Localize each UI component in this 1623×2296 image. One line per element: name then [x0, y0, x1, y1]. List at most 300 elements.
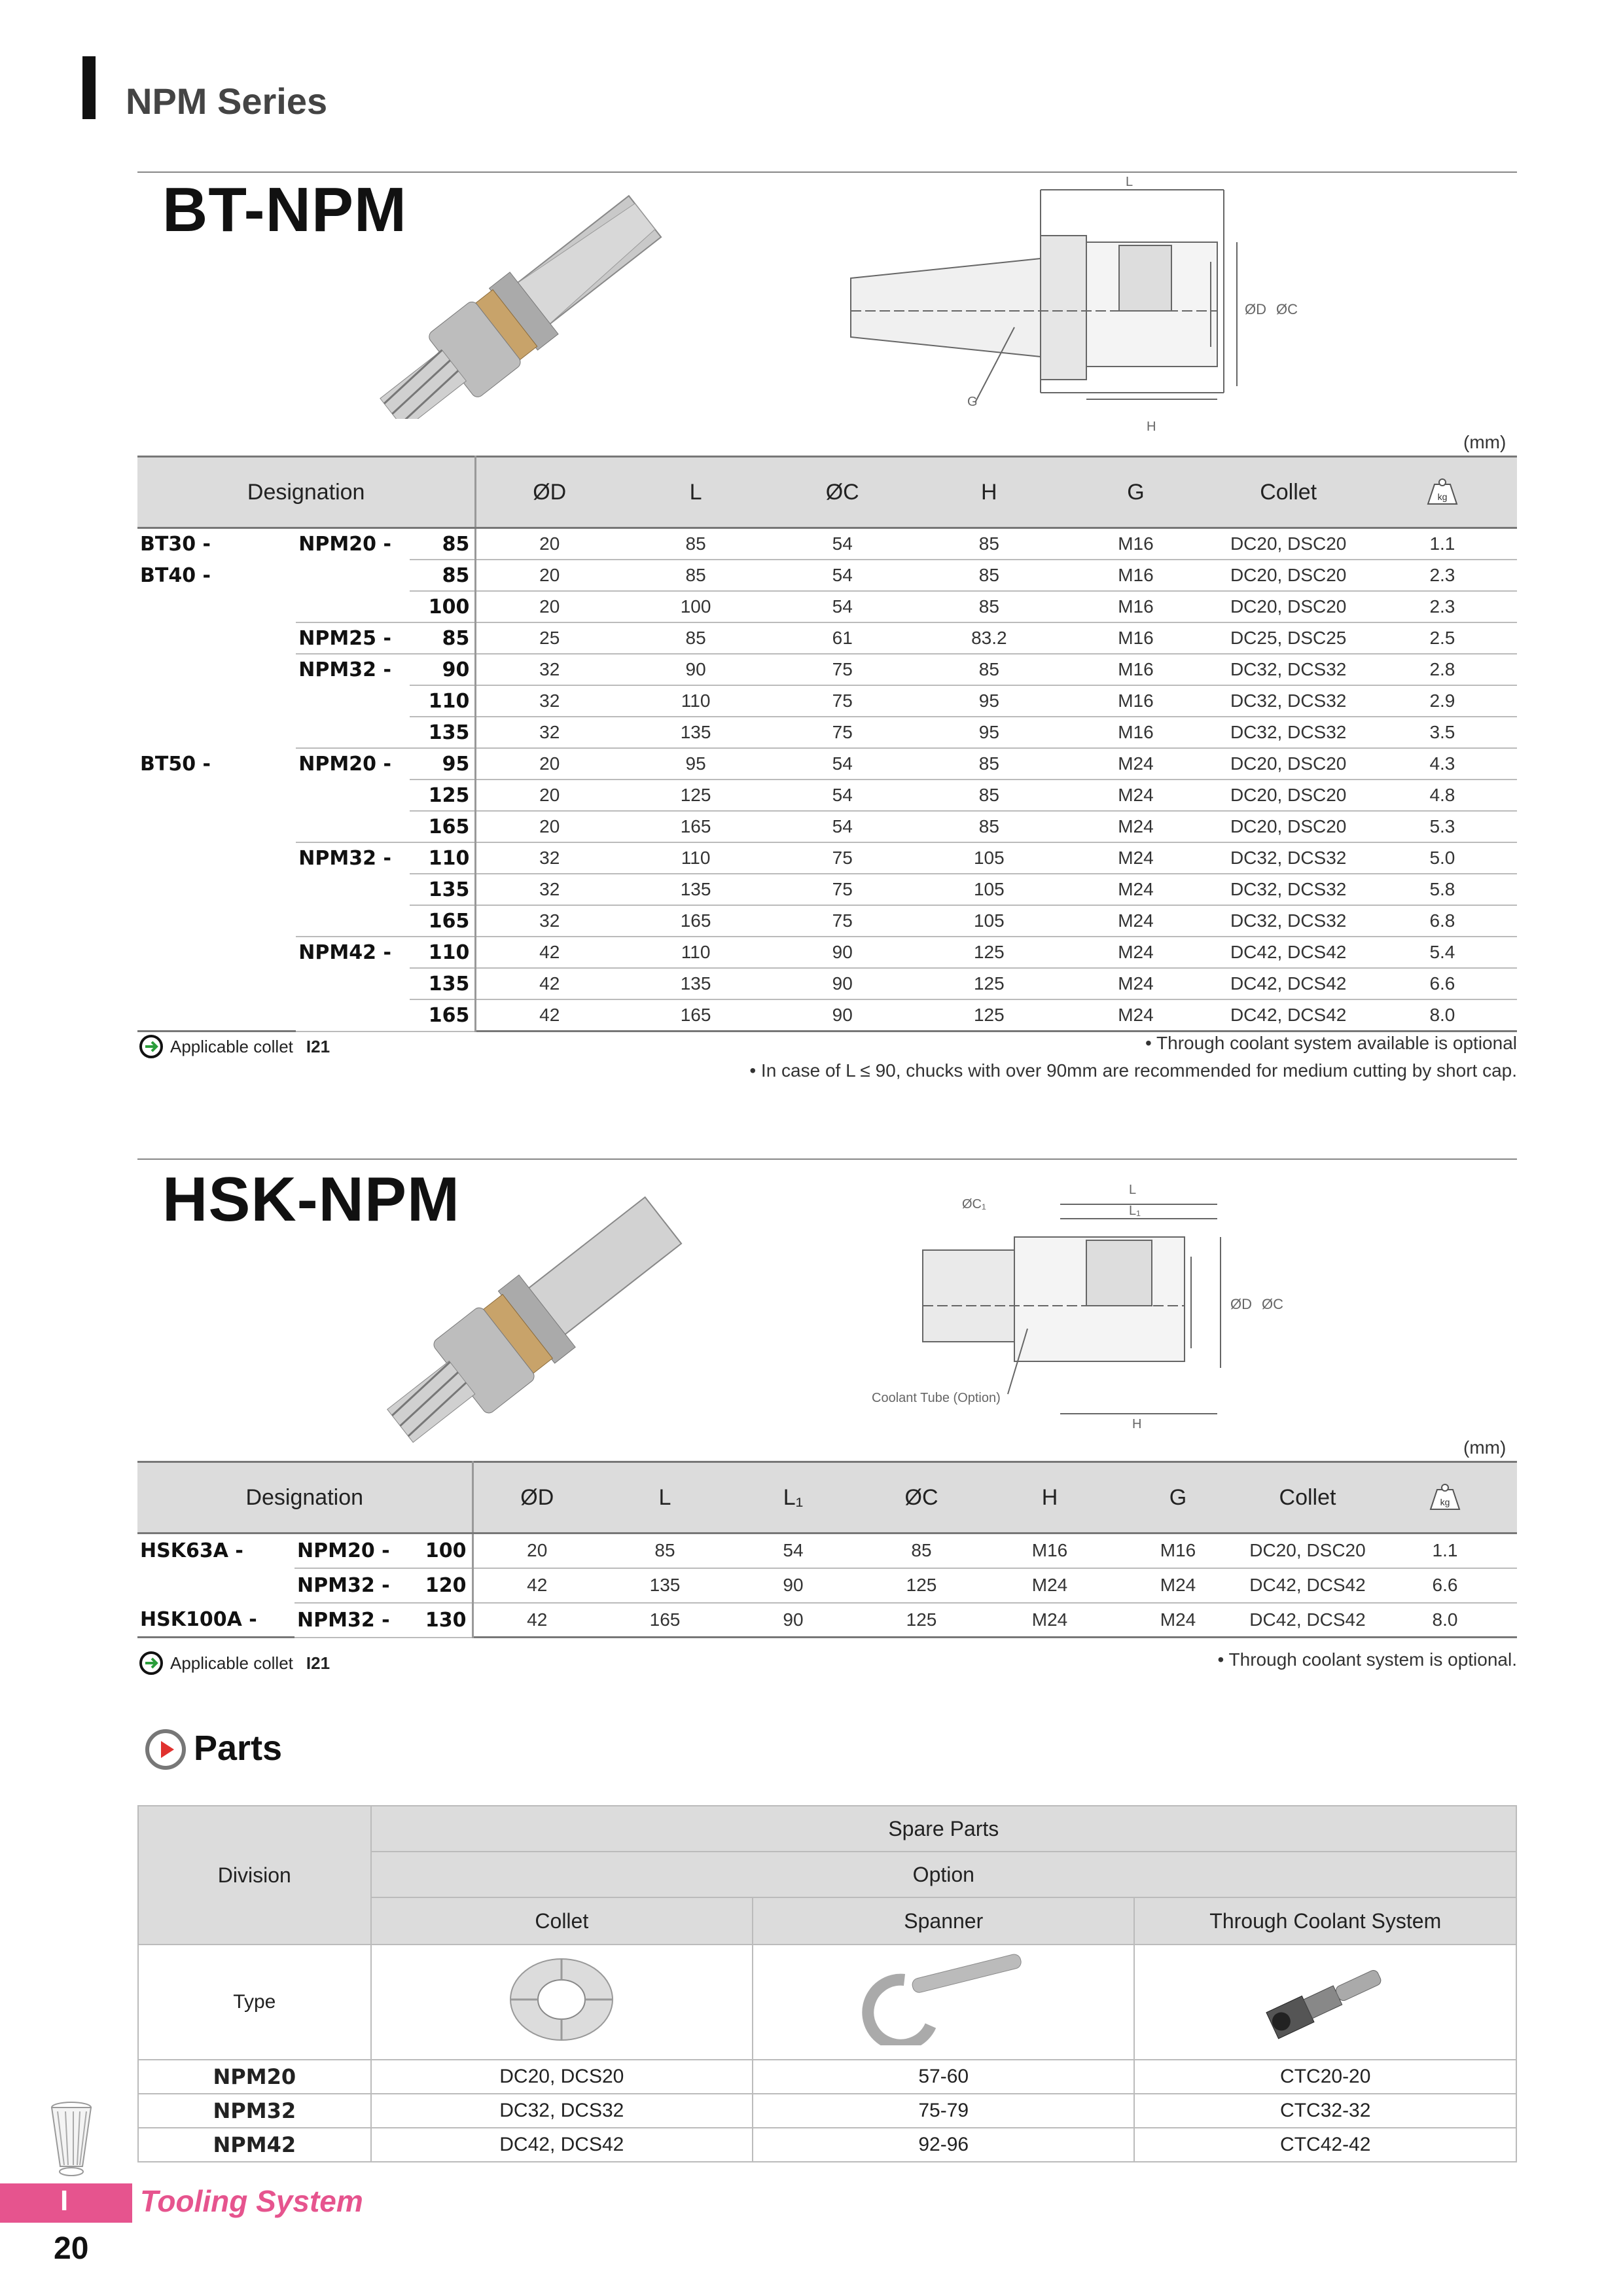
parts-coolant-cell: CTC32-32	[1134, 2094, 1516, 2128]
value-cell: 105	[916, 874, 1062, 905]
value-cell: 85	[916, 528, 1062, 560]
value-cell: 125	[916, 937, 1062, 968]
value-cell: DC25, DSC25	[1209, 622, 1368, 654]
applicable-label: Applicable collet	[170, 1036, 293, 1056]
length-code-cell: 135	[410, 968, 476, 999]
parts-collet-header: Collet	[371, 1897, 753, 1945]
length-code-cell: 110	[410, 937, 476, 968]
value-cell: 75	[769, 842, 916, 874]
value-cell: 85	[916, 780, 1062, 811]
value-cell: M24	[1062, 968, 1209, 999]
value-cell: 75	[769, 654, 916, 685]
value-cell: 85	[916, 560, 1062, 591]
value-cell: M16	[1114, 1534, 1242, 1568]
value-cell: DC42, DCS42	[1242, 1603, 1373, 1638]
hsk-header-row	[137, 1462, 1517, 1534]
value-cell: M16	[1062, 622, 1209, 654]
value-cell: 90	[622, 654, 769, 685]
value-cell: 32	[476, 874, 622, 905]
holder-cell: BT50 -	[140, 752, 211, 776]
value-cell: 54	[769, 748, 916, 780]
hsk-unit: (mm)	[1463, 1437, 1507, 1458]
value-cell: 54	[769, 560, 916, 591]
holder-cell	[137, 654, 296, 685]
value-cell: 125	[857, 1603, 986, 1638]
value-cell: 61	[769, 622, 916, 654]
value-cell: 5.8	[1368, 874, 1517, 905]
table-row	[137, 654, 1517, 685]
series-cell	[296, 685, 410, 717]
value-cell: 2.3	[1368, 560, 1517, 591]
series-cell: NPM32 -	[298, 658, 391, 681]
parts-row	[138, 2094, 1516, 2128]
parts-name-cell: NPM20	[138, 2060, 371, 2094]
bt-dim-h: H	[1147, 420, 1156, 434]
value-cell: 32	[476, 685, 622, 717]
holder-cell	[137, 591, 296, 622]
value-cell: 20	[476, 748, 622, 780]
value-cell: 85	[857, 1534, 986, 1568]
col-designation: Designation	[137, 1462, 473, 1534]
bt-section-title: BT-NPM	[162, 175, 407, 245]
value-cell: DC32, DCS32	[1209, 685, 1368, 717]
value-cell: 6.8	[1368, 905, 1517, 937]
value-cell: 2.8	[1368, 654, 1517, 685]
value-cell: 2.5	[1368, 622, 1517, 654]
hsk-dim-oc1: ØC₁	[962, 1197, 986, 1211]
value-cell: 5.3	[1368, 811, 1517, 842]
arrow-circle-icon	[139, 1651, 164, 1676]
value-cell: 20	[476, 780, 622, 811]
table-row	[137, 1568, 1517, 1603]
value-cell: 42	[473, 1568, 601, 1603]
value-cell: 165	[622, 811, 769, 842]
parts-collet-cell: DC20, DCS20	[371, 2060, 753, 2094]
value-cell: M24	[1062, 780, 1209, 811]
svg-text:kg: kg	[1440, 1497, 1450, 1507]
table-row	[137, 1534, 1517, 1568]
value-cell: 25	[476, 622, 622, 654]
parts-option-header: Option	[371, 1852, 1516, 1897]
value-cell: DC42, DCS42	[1209, 968, 1368, 999]
length-code-cell: 165	[410, 811, 476, 842]
value-cell: 135	[622, 717, 769, 748]
value-cell: 105	[916, 842, 1062, 874]
header-bar	[82, 56, 96, 119]
value-cell: 110	[622, 685, 769, 717]
spanner-image	[859, 1954, 1029, 2045]
hsk-note-1: • Through coolant system is optional.	[1217, 1649, 1517, 1670]
value-cell: 8.0	[1373, 1603, 1517, 1638]
length-code-cell: 120	[407, 1568, 473, 1603]
value-cell: 4.3	[1368, 748, 1517, 780]
series-cell: NPM20 -	[298, 753, 391, 776]
series-cell: NPM32 -	[294, 1568, 407, 1603]
parts-coolant-header: Through Coolant System	[1134, 1897, 1516, 1945]
value-cell: 5.4	[1368, 937, 1517, 968]
value-cell: M24	[1062, 748, 1209, 780]
holder-cell	[137, 811, 296, 842]
value-cell: 6.6	[1373, 1568, 1517, 1603]
value-cell: DC42, DCS42	[1242, 1568, 1373, 1603]
value-cell: 2.3	[1368, 591, 1517, 622]
applicable-ref[interactable]: I21	[306, 1036, 330, 1056]
series-cell	[296, 999, 410, 1031]
value-cell: 32	[476, 654, 622, 685]
bt-dim-oc: ØC	[1276, 301, 1298, 317]
col-designation: Designation	[137, 457, 476, 528]
bt-dim-l: L	[1126, 177, 1133, 189]
col-l: L	[601, 1462, 729, 1534]
value-cell: DC20, DSC20	[1242, 1534, 1373, 1568]
table-row	[137, 874, 1517, 905]
series-cell	[296, 874, 410, 905]
value-cell: 135	[622, 968, 769, 999]
parts-type-label: Type	[138, 1945, 371, 2060]
value-cell: 165	[622, 905, 769, 937]
value-cell: 4.8	[1368, 780, 1517, 811]
value-cell: 85	[916, 654, 1062, 685]
hsk-spec-table	[137, 1461, 1517, 1638]
table-row	[137, 560, 1517, 591]
holder-cell	[137, 842, 296, 874]
col-g: G	[1062, 457, 1209, 528]
holder-cell	[137, 874, 296, 905]
bt-note-2: • In case of L ≤ 90, chucks with over 90mm are recommended for medium cutting by short cap.	[749, 1060, 1517, 1081]
series-cell	[296, 717, 410, 748]
value-cell: DC20, DSC20	[1209, 748, 1368, 780]
col-l: L	[622, 457, 769, 528]
holder-cell: BT40 -	[140, 564, 211, 587]
value-cell: DC32, DCS32	[1209, 654, 1368, 685]
bt-tool-image	[366, 183, 707, 419]
value-cell: 1.1	[1368, 528, 1517, 560]
value-cell: 54	[769, 780, 916, 811]
value-cell: M24	[1114, 1603, 1242, 1638]
length-code-cell: 165	[410, 999, 476, 1031]
value-cell: M16	[1062, 654, 1209, 685]
parts-spanner-header: Spanner	[753, 1897, 1134, 1945]
value-cell: M16	[1062, 685, 1209, 717]
value-cell: DC32, DCS32	[1209, 905, 1368, 937]
value-cell: M16	[1062, 528, 1209, 560]
value-cell: 105	[916, 905, 1062, 937]
value-cell: 85	[916, 591, 1062, 622]
value-cell: M16	[1062, 717, 1209, 748]
length-code-cell: 100	[407, 1534, 473, 1568]
arrow-circle-icon	[139, 1034, 164, 1059]
value-cell: DC20, DSC20	[1209, 591, 1368, 622]
holder-cell	[137, 622, 296, 654]
value-cell: DC20, DSC20	[1209, 811, 1368, 842]
series-cell: NPM32 -	[298, 847, 391, 870]
col-collet: Collet	[1242, 1462, 1373, 1534]
parts-coolant-cell: CTC42-42	[1134, 2128, 1516, 2162]
value-cell: M16	[986, 1534, 1114, 1568]
value-cell: 42	[476, 999, 622, 1031]
length-code-cell: 85	[410, 560, 476, 591]
value-cell: DC20, DSC20	[1209, 780, 1368, 811]
col-g: G	[1114, 1462, 1242, 1534]
parts-row	[138, 2128, 1516, 2162]
value-cell: 20	[476, 560, 622, 591]
bt-applicable-collet	[139, 1034, 330, 1059]
section-divider	[137, 171, 1517, 173]
value-cell: 20	[476, 591, 622, 622]
collet-footer-icon	[42, 2101, 101, 2179]
value-cell: 6.6	[1368, 968, 1517, 999]
value-cell: 54	[769, 811, 916, 842]
value-cell: 90	[769, 999, 916, 1031]
value-cell: M16	[1062, 560, 1209, 591]
value-cell: DC20, DSC20	[1209, 528, 1368, 560]
page-number: 20	[54, 2231, 89, 2266]
col-od: ØD	[476, 457, 622, 528]
table-row	[137, 780, 1517, 811]
value-cell: M24	[986, 1568, 1114, 1603]
value-cell: DC32, DCS32	[1209, 874, 1368, 905]
length-code-cell: 110	[410, 685, 476, 717]
parts-title: Parts	[194, 1729, 283, 1768]
value-cell: 85	[916, 811, 1062, 842]
bt-unit: (mm)	[1463, 432, 1507, 452]
value-cell: M24	[1062, 937, 1209, 968]
value-cell: 165	[622, 999, 769, 1031]
value-cell: 85	[622, 622, 769, 654]
value-cell: 42	[476, 937, 622, 968]
value-cell: M24	[1062, 999, 1209, 1031]
page-title: NPM Series	[126, 81, 328, 122]
table-row	[137, 905, 1517, 937]
parts-collet-cell: DC42, DCS42	[371, 2128, 753, 2162]
value-cell: 20	[473, 1534, 601, 1568]
length-code-cell: 135	[410, 717, 476, 748]
value-cell: M24	[1062, 874, 1209, 905]
value-cell: 83.2	[916, 622, 1062, 654]
col-h: H	[986, 1462, 1114, 1534]
hsk-tool-image	[366, 1172, 733, 1446]
col-h: H	[916, 457, 1062, 528]
holder-cell	[137, 1568, 294, 1603]
parts-name-cell: NPM32	[138, 2094, 371, 2128]
value-cell: 20	[476, 528, 622, 560]
value-cell: 95	[916, 717, 1062, 748]
bt-header-row	[137, 457, 1517, 528]
value-cell: DC42, DCS42	[1209, 999, 1368, 1031]
section-divider	[137, 1158, 1517, 1160]
series-cell: NPM42 -	[298, 941, 391, 964]
length-code-cell: 95	[410, 748, 476, 780]
value-cell: 42	[473, 1603, 601, 1638]
value-cell: 85	[916, 748, 1062, 780]
table-row	[137, 937, 1517, 968]
table-row	[137, 968, 1517, 999]
table-row	[137, 1603, 1517, 1638]
hsk-dim-h: H	[1132, 1417, 1142, 1431]
bt-note-1: • Through coolant system available is optional	[1145, 1033, 1517, 1053]
table-row	[137, 717, 1517, 748]
value-cell: M24	[1062, 842, 1209, 874]
value-cell: 110	[622, 937, 769, 968]
length-code-cell: 110	[410, 842, 476, 874]
value-cell: 32	[476, 905, 622, 937]
series-cell: NPM25 -	[296, 622, 410, 654]
table-row	[137, 622, 1517, 654]
hsk-dim-od: ØD	[1230, 1296, 1252, 1312]
length-code-cell: 125	[410, 780, 476, 811]
value-cell: 95	[916, 685, 1062, 717]
length-code-cell: 165	[410, 905, 476, 937]
parts-collet-cell: DC32, DCS32	[371, 2094, 753, 2128]
length-code-cell: 85	[410, 528, 476, 560]
value-cell: 135	[601, 1568, 729, 1603]
table-row	[137, 999, 1517, 1031]
col-oc: ØC	[857, 1462, 986, 1534]
value-cell: 75	[769, 717, 916, 748]
holder-cell	[137, 780, 296, 811]
bt-dim-g: G	[967, 395, 978, 409]
holder-cell	[137, 968, 296, 999]
holder-cell: BT30 -	[140, 533, 211, 556]
value-cell: 90	[729, 1603, 857, 1638]
value-cell: 3.5	[1368, 717, 1517, 748]
table-row	[137, 528, 1517, 560]
hsk-section-title: HSK-NPM	[162, 1164, 460, 1234]
value-cell: 125	[622, 780, 769, 811]
parts-name-cell: NPM42	[138, 2128, 371, 2162]
parts-spanner-cell: 57-60	[753, 2060, 1134, 2094]
value-cell: M24	[1062, 811, 1209, 842]
series-cell	[296, 560, 410, 591]
value-cell: 135	[622, 874, 769, 905]
holder-cell: HSK100A -	[137, 1603, 294, 1638]
table-row	[137, 591, 1517, 622]
value-cell: 125	[857, 1568, 986, 1603]
value-cell: 32	[476, 842, 622, 874]
hsk-coolant-label: Coolant Tube (Option)	[872, 1391, 1001, 1405]
length-code-cell: 90	[410, 654, 476, 685]
series-cell: NPM20 -	[294, 1534, 407, 1568]
holder-cell: HSK63A -	[140, 1539, 243, 1563]
parts-coolant-cell: CTC20-20	[1134, 2060, 1516, 2094]
value-cell: 42	[476, 968, 622, 999]
bt-spec-table	[137, 456, 1517, 1032]
table-row	[137, 748, 1517, 780]
collet-image	[499, 1950, 624, 2049]
value-cell: DC20, DSC20	[1209, 560, 1368, 591]
parts-table	[137, 1805, 1517, 2162]
series-cell: NPM32 -	[294, 1603, 407, 1638]
weight-icon	[1427, 1483, 1463, 1512]
value-cell: 125	[916, 968, 1062, 999]
footer-section-label: I	[60, 2185, 69, 2217]
value-cell: 5.0	[1368, 842, 1517, 874]
bt-technical-drawing	[844, 177, 1342, 439]
play-circle-icon	[144, 1728, 187, 1771]
hsk-applicable-collet	[139, 1651, 330, 1676]
holder-cell	[137, 999, 296, 1031]
value-cell: 20	[476, 811, 622, 842]
col-l1: L₁	[729, 1462, 857, 1534]
table-row	[137, 842, 1517, 874]
holder-cell	[137, 685, 296, 717]
value-cell: 90	[769, 937, 916, 968]
col-od: ØD	[473, 1462, 601, 1534]
value-cell: M24	[986, 1603, 1114, 1638]
value-cell: M16	[1062, 591, 1209, 622]
value-cell: 75	[769, 685, 916, 717]
value-cell: 90	[769, 968, 916, 999]
applicable-label: Applicable collet	[170, 1653, 293, 1673]
parts-spare-header: Spare Parts	[371, 1806, 1516, 1852]
col-oc: ØC	[769, 457, 916, 528]
length-code-cell: 85	[410, 622, 476, 654]
series-cell	[296, 591, 410, 622]
value-cell: 125	[916, 999, 1062, 1031]
series-cell	[296, 968, 410, 999]
bt-dim-od: ØD	[1245, 301, 1266, 317]
parts-row	[138, 2060, 1516, 2094]
value-cell: DC32, DCS32	[1209, 717, 1368, 748]
length-code-cell: 100	[410, 591, 476, 622]
parts-spanner-cell: 75-79	[753, 2094, 1134, 2128]
value-cell: 165	[601, 1603, 729, 1638]
value-cell: 100	[622, 591, 769, 622]
svg-text:kg: kg	[1437, 492, 1448, 502]
table-row	[137, 811, 1517, 842]
value-cell: 54	[769, 591, 916, 622]
value-cell: 85	[622, 560, 769, 591]
value-cell: 54	[729, 1534, 857, 1568]
value-cell: 95	[622, 748, 769, 780]
value-cell: 2.9	[1368, 685, 1517, 717]
hsk-technical-drawing	[864, 1172, 1335, 1433]
value-cell: DC42, DCS42	[1209, 937, 1368, 968]
parts-spanner-cell: 92-96	[753, 2128, 1134, 2162]
series-cell	[296, 905, 410, 937]
holder-cell	[137, 937, 296, 968]
holder-cell	[137, 717, 296, 748]
col-collet: Collet	[1209, 457, 1368, 528]
series-cell: NPM20 -	[298, 533, 391, 556]
value-cell: 90	[729, 1568, 857, 1603]
value-cell: 85	[601, 1534, 729, 1568]
value-cell: 85	[622, 528, 769, 560]
col-weight	[1368, 457, 1517, 528]
weight-icon	[1424, 478, 1461, 507]
value-cell: 8.0	[1368, 999, 1517, 1031]
table-row	[137, 685, 1517, 717]
value-cell: M24	[1114, 1568, 1242, 1603]
hsk-dim-l1: L₁	[1129, 1204, 1141, 1218]
value-cell: 54	[769, 528, 916, 560]
hsk-dim-l: L	[1129, 1183, 1137, 1197]
parts-division-header: Division	[138, 1806, 371, 1945]
value-cell: M24	[1062, 905, 1209, 937]
value-cell: 75	[769, 905, 916, 937]
series-cell	[296, 811, 410, 842]
coolant-system-image	[1240, 1954, 1410, 2045]
value-cell: 110	[622, 842, 769, 874]
hsk-dim-oc: ØC	[1262, 1296, 1283, 1312]
series-cell	[296, 780, 410, 811]
length-code-cell: 135	[410, 874, 476, 905]
value-cell: DC32, DCS32	[1209, 842, 1368, 874]
applicable-ref[interactable]: I21	[306, 1653, 330, 1673]
footer-label: Tooling System	[140, 2184, 363, 2218]
holder-cell	[137, 905, 296, 937]
value-cell: 32	[476, 717, 622, 748]
